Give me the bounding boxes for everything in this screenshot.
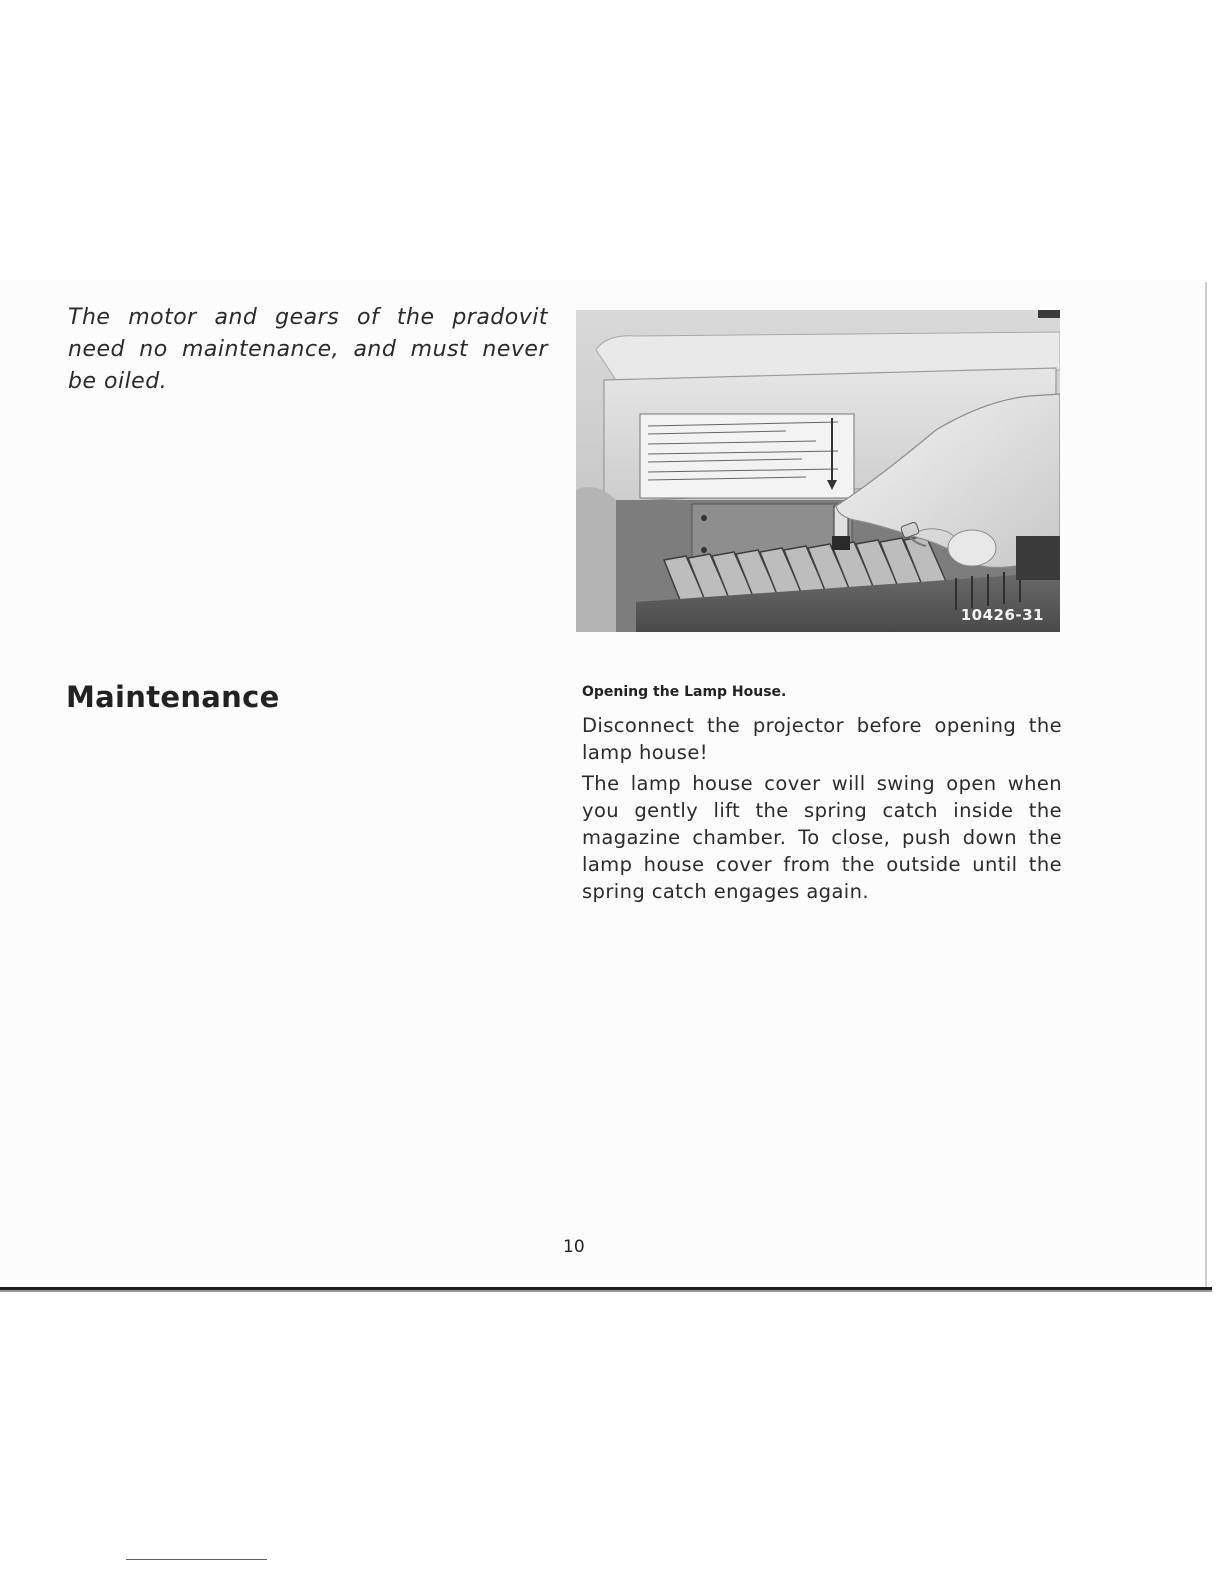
photo-number: 10426-31 [960, 606, 1044, 624]
body-text [582, 712, 1062, 909]
section-heading: Maintenance [66, 680, 280, 714]
paragraph-warning: Disconnect the projector before opening the lamp house! [582, 714, 1062, 764]
page-right-edge [1205, 282, 1207, 1288]
paragraph-instructions: The lamp house cover will swing open when you gently lift the spring catch inside the magazine chamber. To close, push down the lamp house cover from the outside until the spring catch engages again. [582, 772, 1062, 903]
blue-line [126, 1559, 267, 1560]
subheading: Opening the Lamp House. [582, 684, 787, 700]
page-bottom-shadow [0, 1290, 1212, 1292]
page-number: 10 [563, 1237, 585, 1257]
intro-paragraph: The motor and gears of the pradovit need no maintenance, and must never be oiled. [68, 305, 548, 394]
projector-lamp-house-photo [576, 310, 1060, 632]
